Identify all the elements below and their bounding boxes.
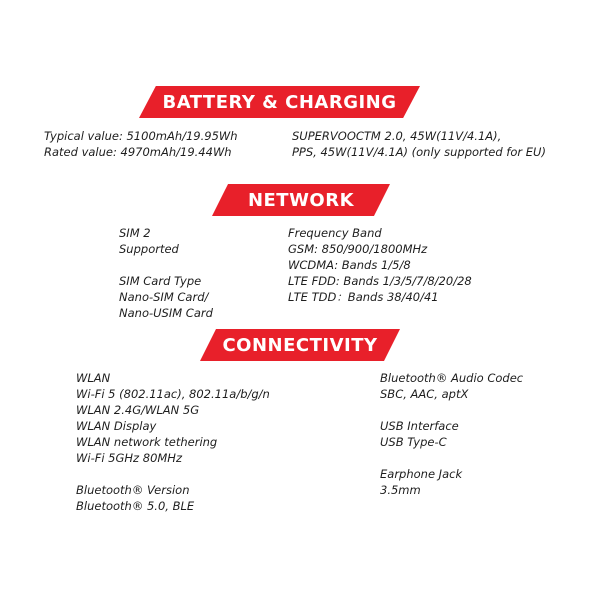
battery-right-column	[292, 128, 546, 160]
wlan-tethering: WLAN network tethering	[76, 435, 218, 449]
bluetooth-audio-codec-value: SBC, AAC, aptX	[380, 387, 469, 401]
frequency-lte-tdd: LTE TDD：Bands 38/40/41	[288, 290, 439, 304]
frequency-band-label: Frequency Band	[288, 226, 382, 240]
sim-label: SIM 2	[119, 226, 151, 240]
usb-interface-label: USB Interface	[380, 419, 459, 433]
battery-rated-value: Rated value: 4970mAh/19.44Wh	[44, 145, 232, 159]
wlan-5ghz: Wi-Fi 5GHz 80MHz	[76, 451, 182, 465]
battery-left-column	[44, 128, 238, 160]
sim-card-type-value-1: Nano-SIM Card/	[119, 290, 209, 304]
charging-pps: PPS, 45W(11V/4.1A) (only supported for EU)	[292, 145, 546, 159]
sim-card-type-value-2: Nano-USIM Card	[119, 306, 213, 320]
wlan-standards: Wi-Fi 5 (802.11ac), 802.11a/b/g/n	[76, 387, 270, 401]
battery-charging-title: BATTERY & CHARGING	[162, 91, 397, 113]
connectivity-title: CONNECTIVITY	[222, 334, 378, 356]
connectivity-left-column	[76, 370, 270, 514]
frequency-lte-fdd: LTE FDD: Bands 1/3/5/7/8/20/28	[288, 274, 472, 288]
sim-card-type-label: SIM Card Type	[119, 274, 202, 288]
frequency-gsm: GSM: 850/900/1800MHz	[288, 242, 428, 256]
network-right-column	[288, 225, 472, 305]
battery-charging-banner	[139, 86, 420, 118]
bluetooth-version-value: Bluetooth® 5.0, BLE	[76, 499, 195, 513]
wlan-display: WLAN Display	[76, 419, 157, 433]
frequency-wcdma: WCDMA: Bands 1/5/8	[288, 258, 411, 272]
connectivity-right-column	[380, 370, 523, 498]
usb-interface-value: USB Type-C	[380, 435, 447, 449]
connectivity-banner	[200, 329, 400, 361]
sim-value: Supported	[119, 242, 179, 256]
network-left-column	[119, 225, 213, 321]
network-banner	[212, 184, 390, 216]
earphone-jack-value: 3.5mm	[380, 483, 421, 497]
wlan-label: WLAN	[76, 371, 111, 385]
earphone-jack-label: Earphone Jack	[380, 467, 463, 481]
network-title: NETWORK	[247, 189, 355, 211]
bluetooth-version-label: Bluetooth® Version	[76, 483, 190, 497]
battery-typical-value: Typical value: 5100mAh/19.95Wh	[44, 129, 238, 143]
charging-supervooc: SUPERVOOCTM 2.0, 45W(11V/4.1A),	[292, 129, 502, 143]
wlan-bands: WLAN 2.4G/WLAN 5G	[76, 403, 200, 417]
bluetooth-audio-codec-label: Bluetooth® Audio Codec	[380, 371, 524, 385]
